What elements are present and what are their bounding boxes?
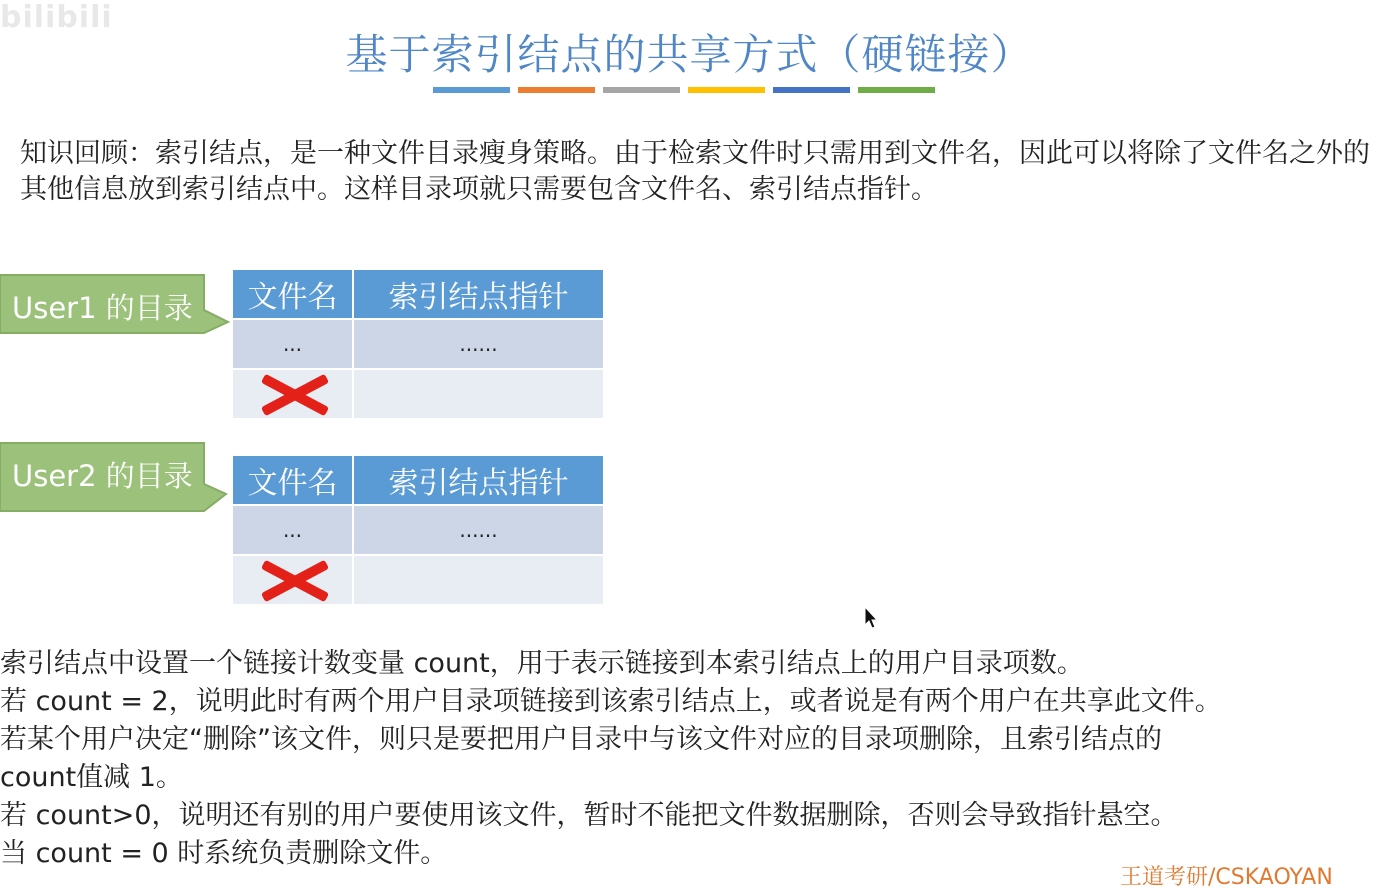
- red-cross-icon: [257, 372, 329, 416]
- explanation-line: 若某个用户决定“删除”该文件，则只是要把用户目录中与该文件对应的目录项删除，且索引结点的: [0, 724, 1162, 755]
- inode-pointer-cell: ......: [354, 320, 603, 368]
- underline-bar: [603, 87, 680, 93]
- user2-directory-callout: [0, 442, 206, 502]
- inode-pointer-header: 索引结点指针: [354, 270, 603, 318]
- filename-cell: ...: [233, 506, 352, 554]
- table-row: [233, 320, 603, 368]
- red-cross-icon: [257, 558, 329, 602]
- title-underline-bars: [433, 87, 935, 93]
- footer-brand-text: 王道考研/CSKAOYAN: [1120, 865, 1333, 890]
- user1-directory-callout: [0, 274, 206, 334]
- user2-directory-table: [233, 456, 603, 606]
- empty-pointer-cell: [354, 556, 603, 604]
- table-header-row: [233, 456, 603, 504]
- inode-pointer-cell: ......: [354, 506, 603, 554]
- explanation-line: 当 count = 0 时系统负责删除文件。: [0, 838, 448, 869]
- explanation-line: count值减 1。: [0, 762, 183, 793]
- underline-bar: [773, 87, 850, 93]
- table-row: [233, 556, 603, 604]
- explanation-line: 若 count>0，说明还有别的用户要使用该文件，暂时不能把文件数据删除，否则会导致指针悬空。: [0, 800, 1178, 831]
- deleted-entry-cell: [233, 370, 352, 418]
- knowledge-recap-text: 知识回顾：索引结点，是一种文件目录瘦身策略。由于检索文件时只需用到文件名，因此可以将除了文件名之外的其他信息放到索引结点中。这样目录项就只需要包含文件名、索引结点指针。: [20, 138, 1370, 205]
- filename-header: 文件名: [233, 456, 352, 504]
- deleted-entry-cell: [233, 556, 352, 604]
- underline-bar: [518, 87, 595, 93]
- user1-directory-table: [233, 270, 603, 420]
- filename-cell: ...: [233, 320, 352, 368]
- table-row: [233, 506, 603, 554]
- page-title: 基于索引结点的共享方式（硬链接）: [345, 30, 1034, 79]
- empty-pointer-cell: [354, 370, 603, 418]
- user2-directory-label: User2 的目录: [12, 459, 193, 493]
- bilibili-watermark: bilibili: [0, 0, 113, 35]
- underline-bar: [688, 87, 765, 93]
- table-row: [233, 370, 603, 418]
- table-header-row: [233, 270, 603, 318]
- explanation-line: 索引结点中设置一个链接计数变量 count，用于表示链接到本索引结点上的用户目录项数。: [0, 648, 1084, 679]
- filename-header: 文件名: [233, 270, 352, 318]
- mouse-cursor-icon: [864, 606, 880, 630]
- user1-directory-label: User1 的目录: [12, 291, 193, 325]
- underline-bar: [858, 87, 935, 93]
- count-explanation-text: [0, 645, 1379, 873]
- inode-pointer-header: 索引结点指针: [354, 456, 603, 504]
- explanation-line: 若 count = 2，说明此时有两个用户目录项链接到该索引结点上，或者说是有两个用户在共享此文件。: [0, 686, 1222, 717]
- underline-bar: [433, 87, 510, 93]
